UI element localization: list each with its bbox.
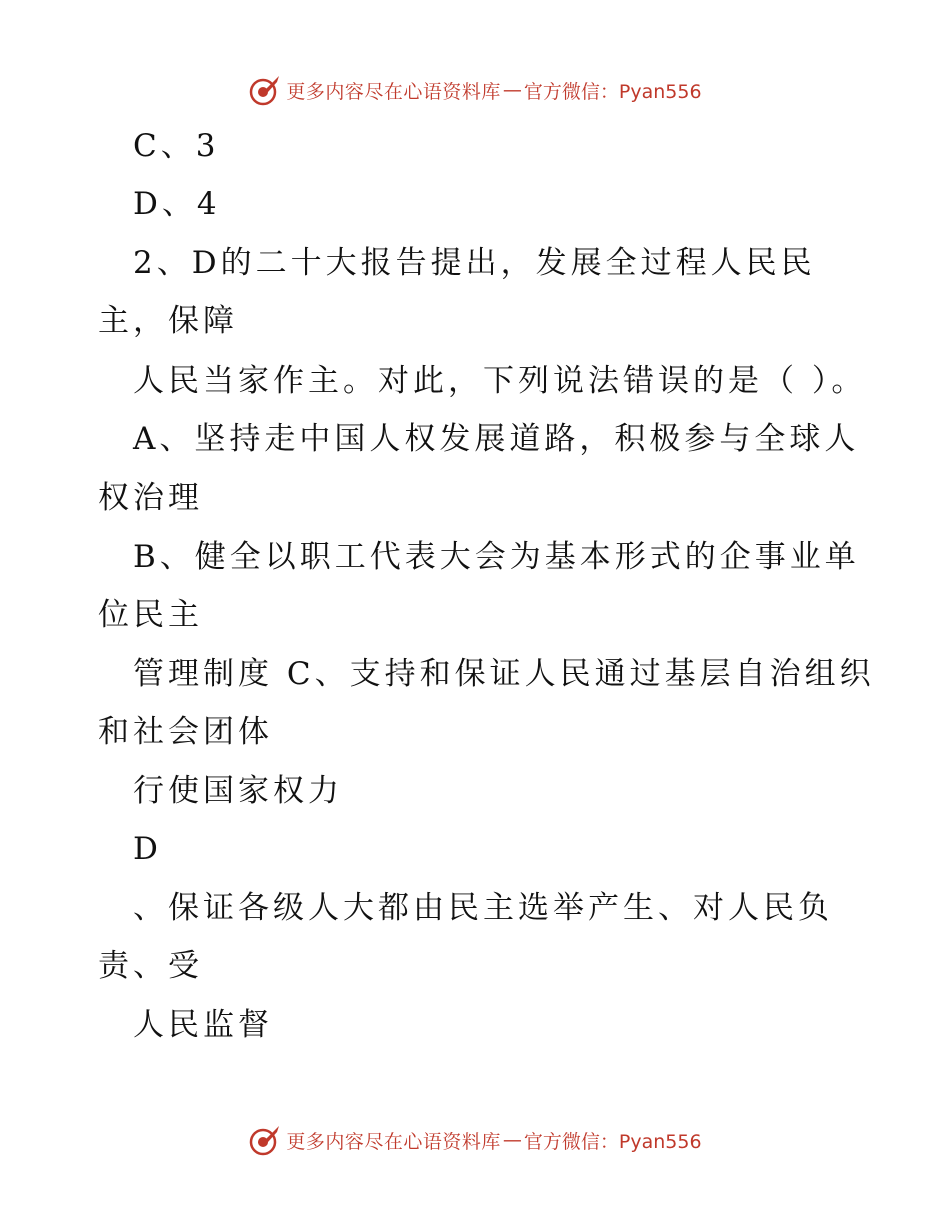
text-line: D: [133, 831, 162, 867]
text-line: D、4: [133, 186, 221, 222]
text-line: 和社会团体: [98, 714, 273, 750]
watermark-separator: —: [502, 79, 522, 101]
header-watermark: [0, 70, 950, 110]
text-line: 行使国家权力: [133, 773, 343, 809]
text-line: B、健全以职工代表大会为基本形式的企事业单: [133, 539, 860, 575]
text-line: 人民当家作主。对此，下列说法错误的是（ ）。: [133, 363, 867, 399]
quill-pen-logo-icon: [248, 73, 282, 107]
text-line: 、保证各级人大都由民主选举产生、对人民负: [133, 890, 833, 926]
quill-pen-logo-icon: [248, 1123, 282, 1157]
text-line: 管理制度 C、支持和保证人民通过基层自治组织: [133, 656, 875, 692]
text-line: 2、D的二十大报告提出，发展全过程人民民: [133, 245, 816, 281]
text-line: C、3: [133, 128, 220, 164]
watermark-wechat-text: 官方微信：Pyan556: [523, 80, 702, 103]
footer-watermark: [0, 1120, 950, 1160]
watermark-wechat-text: 官方微信：Pyan556: [523, 1130, 702, 1153]
text-line: 权治理: [98, 480, 203, 516]
watermark-site-text: 更多内容尽在心语资料库: [286, 1130, 501, 1153]
text-line: 人民监督: [133, 1007, 273, 1043]
watermark-site-text: 更多内容尽在心语资料库: [286, 80, 501, 103]
text-line: A、坚持走中国人权发展道路，积极参与全球人: [133, 421, 860, 457]
text-line: 位民主: [98, 597, 203, 633]
text-line: 责、受: [98, 948, 203, 984]
watermark-separator: —: [502, 1129, 522, 1151]
text-line: 主，保障: [98, 303, 238, 339]
